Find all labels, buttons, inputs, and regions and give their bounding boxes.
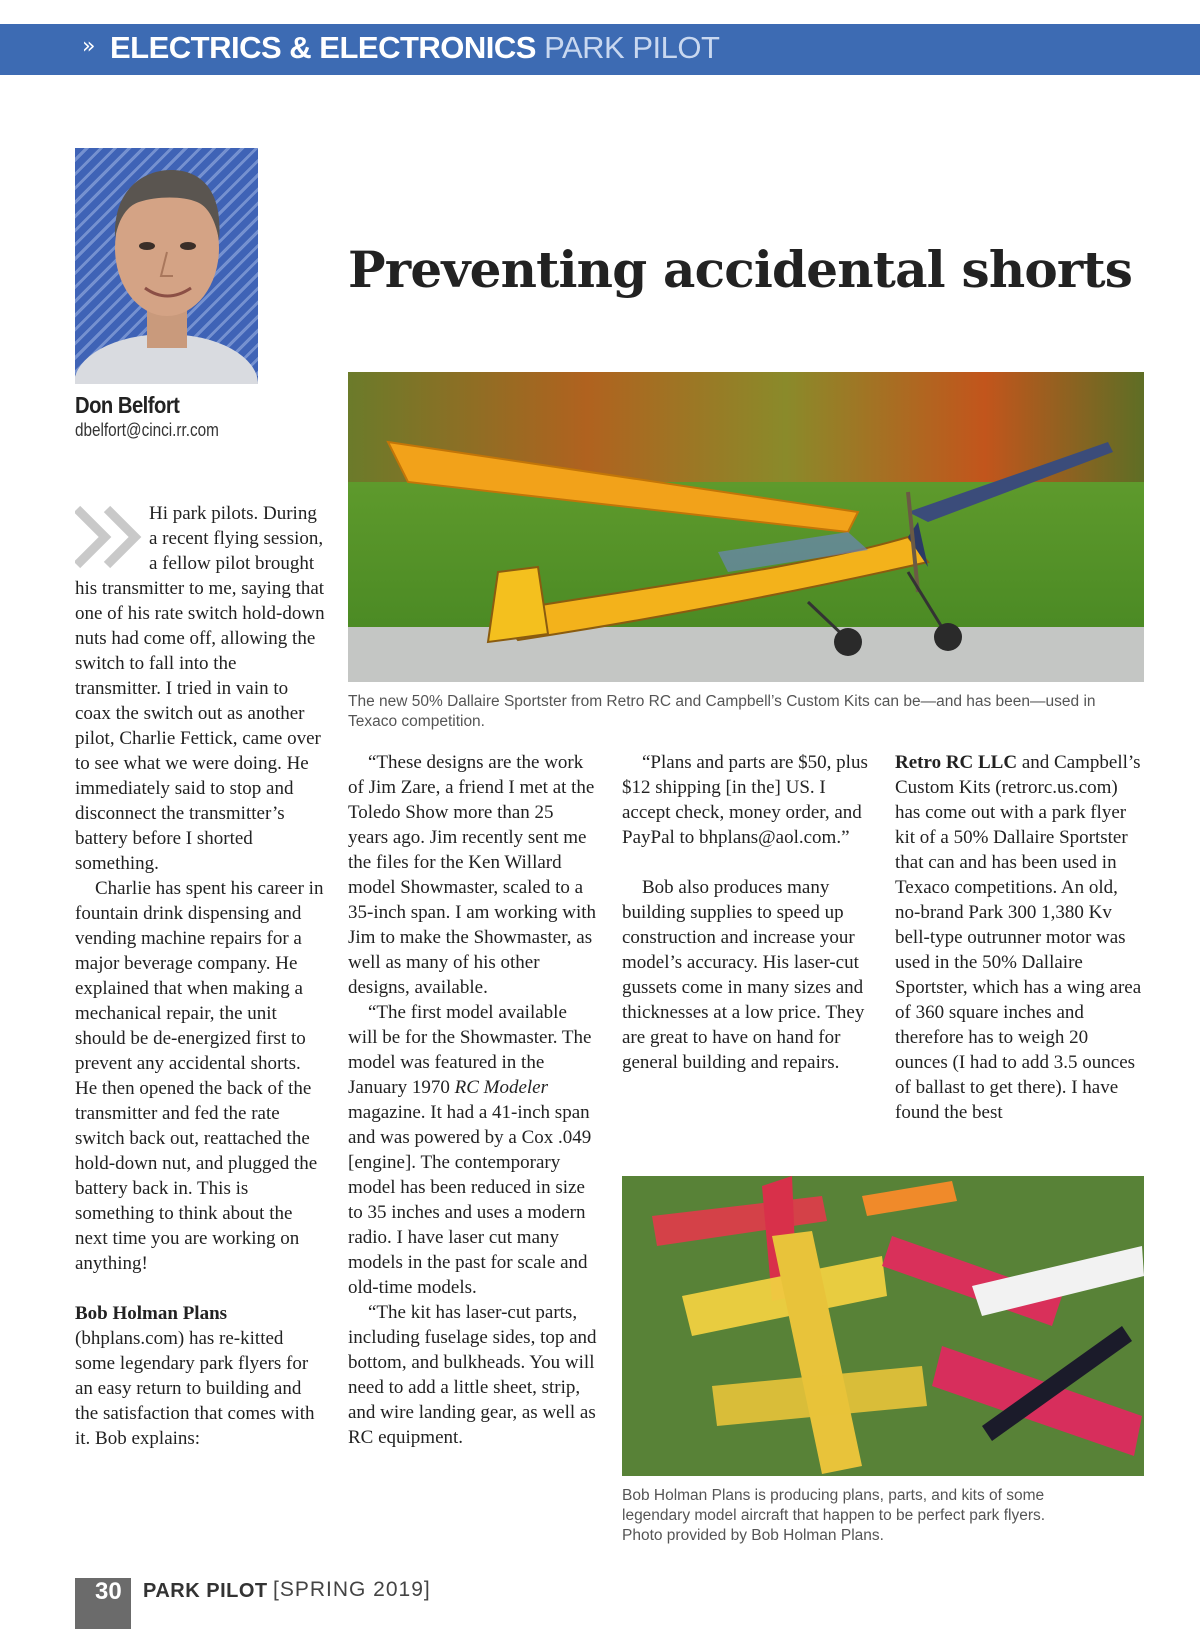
bob-holman-models-photo xyxy=(622,1176,1144,1476)
author-name: Don Belfort xyxy=(75,392,180,418)
column-1 xyxy=(75,501,327,1451)
author-portrait xyxy=(75,148,258,384)
paragraph-text: magazine. It had a 41-inch span and was powered by a Cox .049 [engine]. The contemporary model has been reduced in size to 35 inches and uses a modern radio. I have laser cut many models in the past for scale and old-time models. xyxy=(348,1102,592,1298)
bold-lead: Bob Holman Plans xyxy=(75,1303,228,1324)
issue-date: [SPRING 2019] xyxy=(273,1578,431,1601)
paragraph-text: and Campbell’s Custom Kits (retrorc.us.com) has come out with a park flyer kit of a 50% Dallaire Sportster that can and has been used in Texaco competitions. An old, no-brand Park 300 1,380 Kv bell-type outrunner motor was used in the 50% Dallaire Sportster, which has a wing area of 360 square inches and therefore has to weigh 20 ounces (I had to add 3.5 ounces of ballast to get there). I have found the best xyxy=(895,752,1142,1123)
column-4 xyxy=(895,750,1145,1125)
portrait-illustration xyxy=(75,148,258,384)
caption-line: Bob Holman Plans is producing plans, parts, and kits of some xyxy=(622,1487,1045,1504)
column-2 xyxy=(348,750,598,1450)
paragraph: Charlie has spent his career in fountain drink dispensing and vending machine repairs for a major beverage company. He explained that when making a mechanical repair, the unit should be de-energized first to prevent any accidental shorts. He then opened the back of the transmitter and fed the rate switch back out, reattached the hold-down nut, and plugged the battery back in. This is something to think about the next time you are working on anything! xyxy=(75,878,324,1274)
section-title xyxy=(110,30,719,66)
author-email: dbelfort@cinci.rr.com xyxy=(75,420,219,440)
paragraph xyxy=(75,1301,327,1451)
article-title: Preventing accidental shorts xyxy=(348,240,1133,299)
paragraph: Bob also produces many building supplies to speed up construction and increase your model’s accuracy. His laser-cut gussets come in many sizes and thicknesses at a low price. They are great to have on hand for general building and repairs. xyxy=(622,877,865,1073)
paragraph: “These designs are the work of Jim Zare, a friend I met at the Toledo Show more than 25 years ago. Jim recently sent me the files for the Ken Willard model Showmaster, scaled to a 35-inch span. I am working with Jim to make the Showmaster, as well as many of his other designs, available. xyxy=(348,752,597,998)
section-banner xyxy=(0,24,1200,75)
caption-line: legendary model aircraft that happen to be perfect park flyers. xyxy=(622,1507,1046,1524)
paragraph xyxy=(348,1000,598,1300)
subsection-name: PARK PILOT xyxy=(544,30,720,65)
double-chevron-right-icon: » xyxy=(82,34,96,59)
double-chevron-dropmark-icon xyxy=(75,501,149,573)
photo2-caption xyxy=(622,1486,1144,1546)
paragraph: “Plans and parts are $50, plus $12 shipping [in the] US. I accept check, money order, and PayPal to bhplans@aol.com.” xyxy=(622,752,868,848)
page-number-box xyxy=(75,1578,131,1629)
magazine-name: RC Modeler xyxy=(454,1077,548,1098)
paragraph xyxy=(895,750,1145,1125)
dallaire-sportster-photo xyxy=(348,372,1144,682)
magazine-name: PARK PILOT xyxy=(143,1580,268,1602)
photo1-caption: The new 50% Dallaire Sportster from Retro RC and Campbell’s Custom Kits can be—and has been—used in Texaco competition. xyxy=(348,693,1096,730)
paragraph-text: “The first model available will be for the Showmaster. The model was featured in the January 1970 xyxy=(348,1002,592,1098)
sportster-illustration xyxy=(348,372,1144,682)
column-3 xyxy=(622,750,872,1075)
paragraph: Hi park pilots. During a recent flying session, a fellow pilot brought his transmitter to me, saying that one of his rate switch hold-down nuts had come off, allowing the switch to fall into the transmitter. I tried in vain to coax the switch out as another pilot, Charlie Fettick, came over to see what we were doing. He immediately said to stop and disconnect the transmitter’s battery before I shorted something. xyxy=(75,503,325,874)
models-illustration xyxy=(622,1176,1144,1476)
bold-lead: Retro RC LLC xyxy=(895,752,1018,773)
section-name: ELECTRICS & ELECTRONICS xyxy=(110,30,536,65)
paragraph: “The kit has laser-cut parts, including fuselage sides, top and bottom, and bulkheads. You will need to add a little sheet, strip, and wire landing gear, as well as RC equipment. xyxy=(348,1302,597,1448)
page-number: 30 xyxy=(95,1578,122,1605)
paragraph-text: (bhplans.com) has re-kitted some legendary park flyers for an easy return to building and the satisfaction that comes with it. Bob explains: xyxy=(75,1328,315,1449)
caption-line: Photo provided by Bob Holman Plans. xyxy=(622,1527,884,1544)
